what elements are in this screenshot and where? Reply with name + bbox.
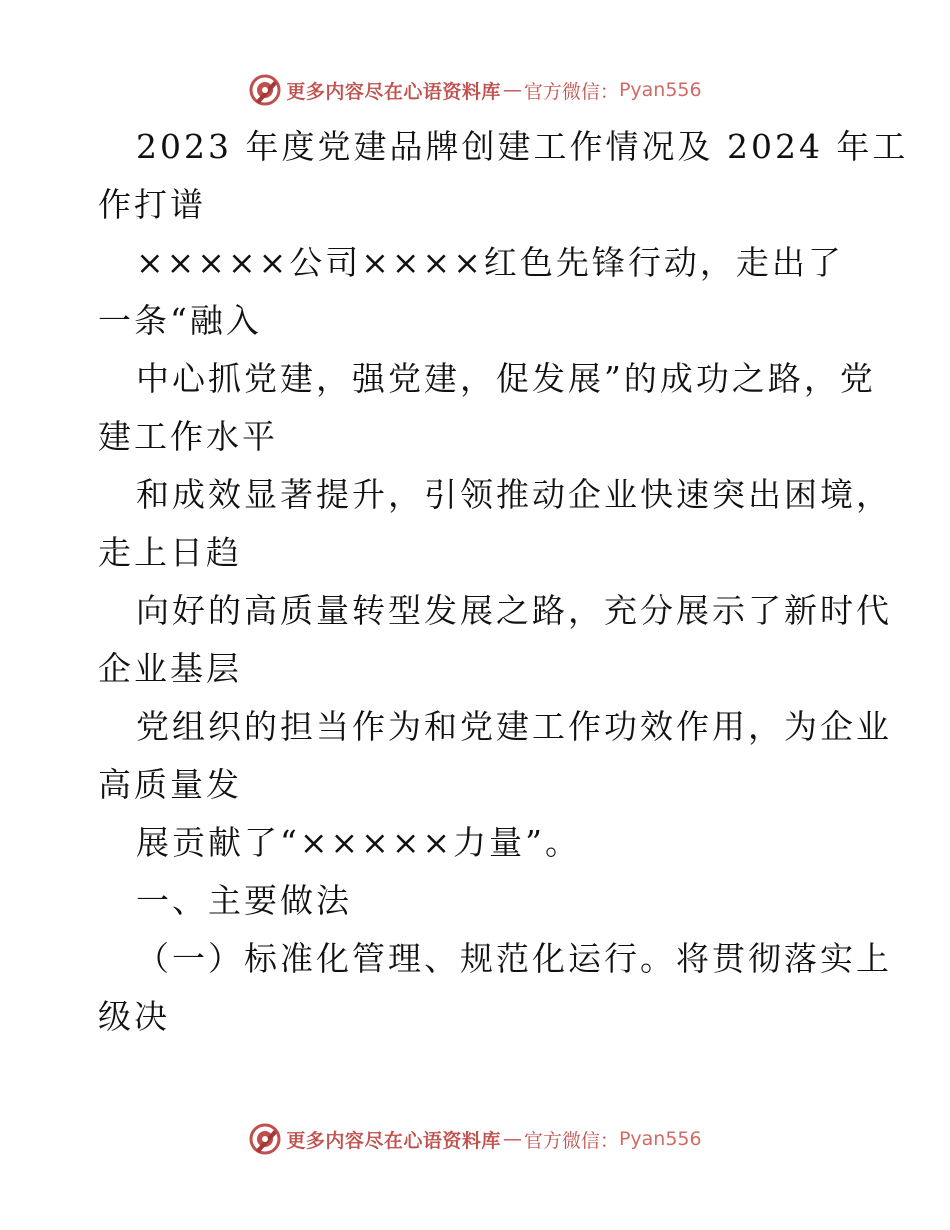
section-heading: 一、主要做法 [136, 881, 352, 920]
text-line: 党组织的担当作为和党建工作功效作用，为企业 [136, 707, 892, 746]
text-line: 展贡献了“×××××力量”。 [136, 823, 581, 862]
watermark-separator: — [502, 79, 522, 101]
text-line: 高质量发 [98, 765, 242, 804]
watermark-wechat-id: Pyan556 [618, 79, 702, 101]
pen-logo-icon [248, 1122, 282, 1156]
text-line: 2023 年度党建品牌创建工作情况及 2024 年工 [136, 127, 909, 166]
watermark-separator: — [502, 1128, 522, 1150]
text-line: 作打谱 [98, 185, 206, 224]
text-line: 一条“融入 [98, 301, 262, 340]
header-watermark [0, 70, 950, 110]
pen-logo-icon [248, 73, 282, 107]
text-line: 和成效显著提升，引领推动企业快速突出困境， [136, 475, 892, 514]
text-line: 建工作水平 [98, 417, 278, 456]
footer-watermark [0, 1119, 950, 1159]
watermark-main-text: 更多内容尽在心语资料库 [286, 1129, 501, 1152]
text-line: 向好的高质量转型发展之路，充分展示了新时代 [136, 591, 892, 630]
text-line: （一）标准化管理、规范化运行。将贯彻落实上 [136, 939, 892, 978]
document-body [98, 118, 909, 1046]
watermark-main-text: 更多内容尽在心语资料库 [286, 80, 501, 103]
watermark-wechat-label: 官方微信： [523, 80, 619, 103]
text-line: ×××××公司××××红色先锋行动，走出了 [136, 243, 844, 282]
text-line: 中心抓党建，强党建，促发展”的成功之路，党 [136, 359, 876, 398]
text-line: 走上日趋 [98, 533, 242, 572]
text-line: 企业基层 [98, 649, 242, 688]
watermark-wechat-id: Pyan556 [618, 1128, 702, 1150]
watermark-wechat-label: 官方微信： [523, 1129, 619, 1152]
text-line: 级决 [98, 997, 170, 1036]
